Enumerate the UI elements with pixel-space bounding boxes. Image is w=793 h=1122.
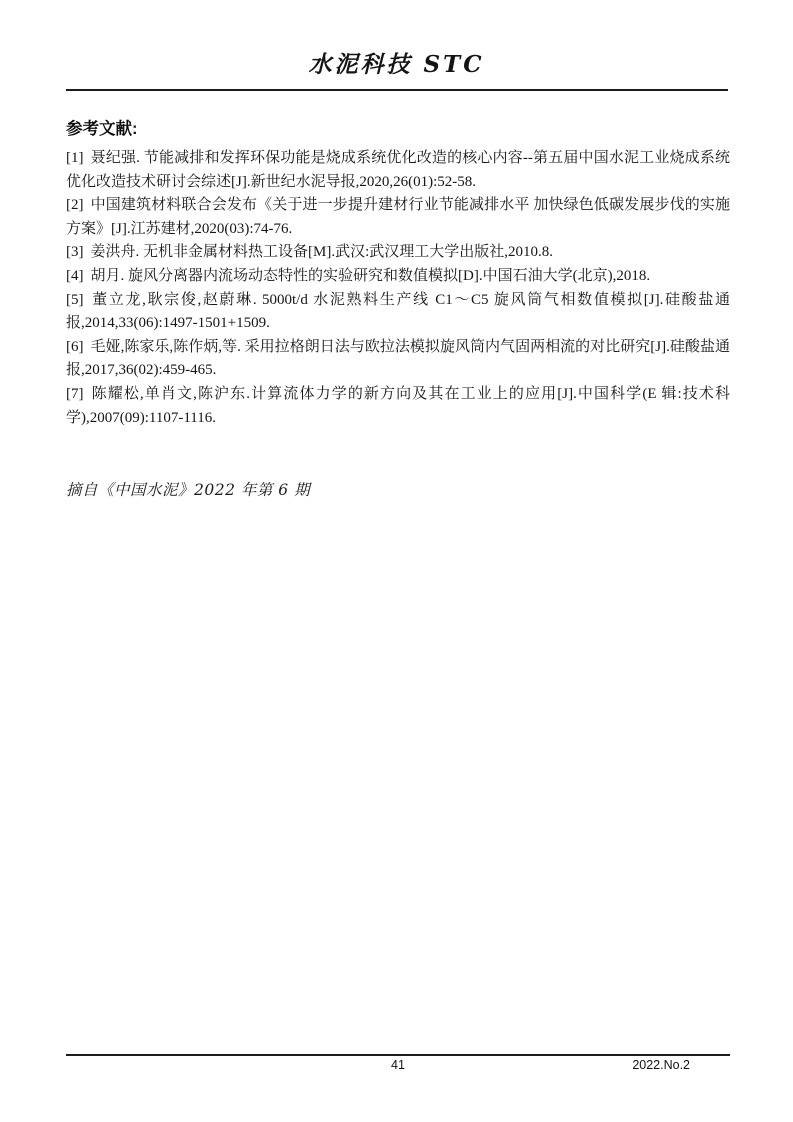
reference-item-2 (66, 194, 730, 241)
reference-item-7 (66, 383, 730, 430)
page-number: 41 (391, 1058, 405, 1072)
reference-item-5 (66, 289, 730, 336)
source-note: 摘自《中国水泥》2022 年第 6 期 (66, 481, 311, 500)
reference-label: [4] (66, 267, 84, 284)
reference-text: 聂纪强. 节能减排和发挥环保功能是烧成系统优化改造的核心内容--第五届中国水泥工业烧成系统优化改造技术研讨会综述[J].新世纪水泥导报,2020,26(01):52-58. (66, 150, 730, 190)
reference-text: 胡月. 旋风分离器内流场动态特性的实验研究和数值模拟[D].中国石油大学(北京),2018. (90, 267, 651, 284)
footer-row (66, 1056, 730, 1074)
reference-text: 姜洪舟. 无机非金属材料热工设备[M].武汉:武汉理工大学出版社,2010.8. (90, 244, 553, 261)
header-rule (66, 89, 728, 91)
reference-label: [5] (66, 291, 84, 308)
reference-item-4 (66, 265, 730, 289)
reference-item-3 (66, 241, 730, 265)
references-heading: 参考文献: (66, 120, 138, 138)
page-header (0, 0, 793, 91)
reference-text: 中国建筑材料联合会发布《关于进一步提升建材行业节能减排水平 加快绿色低碳发展步伐的实施方案》[J].江苏建材,2020(03):74-76. (66, 197, 730, 237)
issue-number: 2022.No.2 (632, 1058, 690, 1072)
reference-label: [7] (66, 385, 84, 402)
reference-text: 毛娅,陈家乐,陈作炳,等. 采用拉格朗日法与欧拉法模拟旋风筒内气固两相流的对比研究[J].硅酸盐通报,2017,36(02):459-465. (66, 338, 730, 379)
reference-item-1 (66, 147, 730, 194)
page-content (0, 115, 793, 500)
reference-text: 陈耀松,单肖文,陈沪东.计算流体力学的新方向及其在工业上的应用[J].中国科学(E 辑:技术科学),2007(09):1107-1116. (66, 385, 730, 426)
reference-label: [2] (66, 197, 84, 214)
reference-label: [3] (66, 244, 84, 261)
journal-title: 水泥科技 STC (308, 51, 485, 78)
reference-item-6 (66, 336, 730, 383)
reference-label: [1] (66, 150, 84, 166)
reference-label: [6] (66, 338, 84, 355)
reference-text: 董立龙,耿宗俊,赵蔚琳. 5000t/d 水泥熟料生产线 C1～C5 旋风筒气相数值模拟[J].硅酸盐通报,2014,33(06):1497-1501+1509. (66, 291, 730, 332)
page-footer (66, 1054, 730, 1074)
